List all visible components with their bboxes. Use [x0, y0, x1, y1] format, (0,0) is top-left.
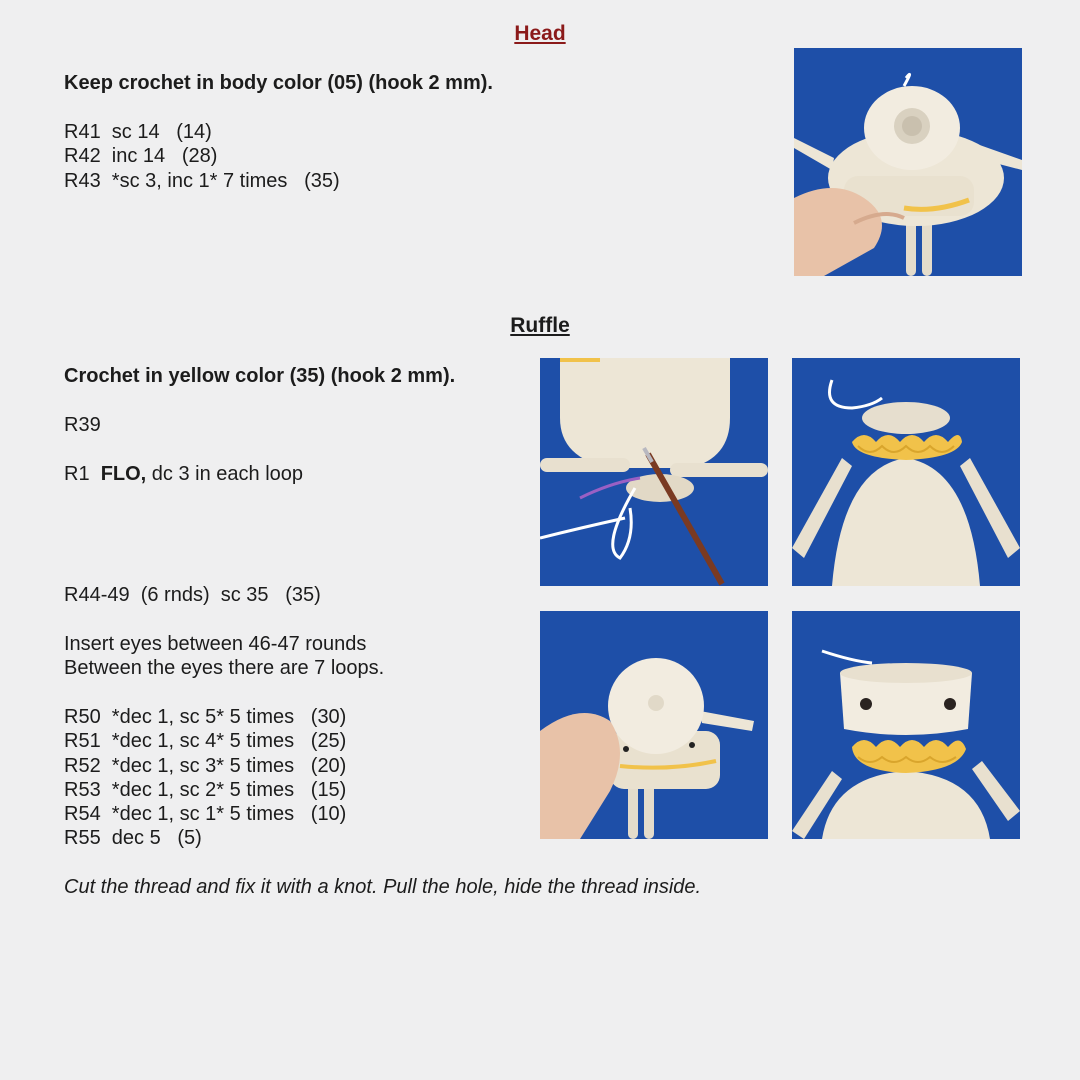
photo-head-closing [540, 611, 768, 839]
row-r55: R55 dec 5 (5) [64, 827, 202, 850]
row-r41: R41 sc 14 (14) [64, 121, 212, 143]
head-instruction: Keep crochet in body color (05) (hook 2 mm). [64, 72, 493, 94]
section-title-head: Head [514, 22, 566, 45]
row-r54: R54 *dec 1, sc 1* 5 times (10) [64, 803, 347, 826]
section-title-ruffle: Ruffle [510, 314, 570, 337]
closing-note: Cut the thread and fix it with a knot. Pull the hole, hide the thread inside. [64, 876, 702, 898]
ruffle-instruction: Crochet in yellow color (35) (hook 2 mm). [64, 365, 456, 387]
row-r42: R42 inc 14 (28) [64, 145, 218, 168]
eyes-note [64, 632, 384, 681]
row-r39: R39 [64, 414, 101, 436]
photo-head-eyes [792, 611, 1020, 839]
r1-prefix: R1 [64, 463, 101, 485]
head-rows [64, 120, 340, 193]
row-r52: R52 *dec 1, sc 3* 5 times (20) [64, 754, 347, 777]
eyes-line-1: Insert eyes between 46-47 rounds [64, 633, 367, 655]
row-r1 [64, 462, 303, 486]
r1-rest: dc 3 in each loop [146, 463, 304, 485]
row-r53: R53 *dec 1, sc 2* 5 times (15) [64, 778, 347, 801]
r1-flo: FLO, [100, 463, 147, 485]
eyes-line-2: Between the eyes there are 7 loops. [64, 657, 385, 680]
row-r50: R50 *dec 1, sc 5* 5 times (30) [64, 706, 347, 728]
closing-rows [64, 705, 346, 851]
photo-ruffle-done [792, 358, 1020, 586]
row-r51: R51 *dec 1, sc 4* 5 times (25) [64, 730, 347, 753]
photo-head-start [794, 48, 1022, 276]
row-r43: R43 *sc 3, inc 1* 7 times (35) [64, 169, 340, 192]
row-r44-49: R44-49 (6 rnds) sc 35 (35) [64, 584, 321, 606]
photo-ruffle-hook [540, 358, 768, 586]
